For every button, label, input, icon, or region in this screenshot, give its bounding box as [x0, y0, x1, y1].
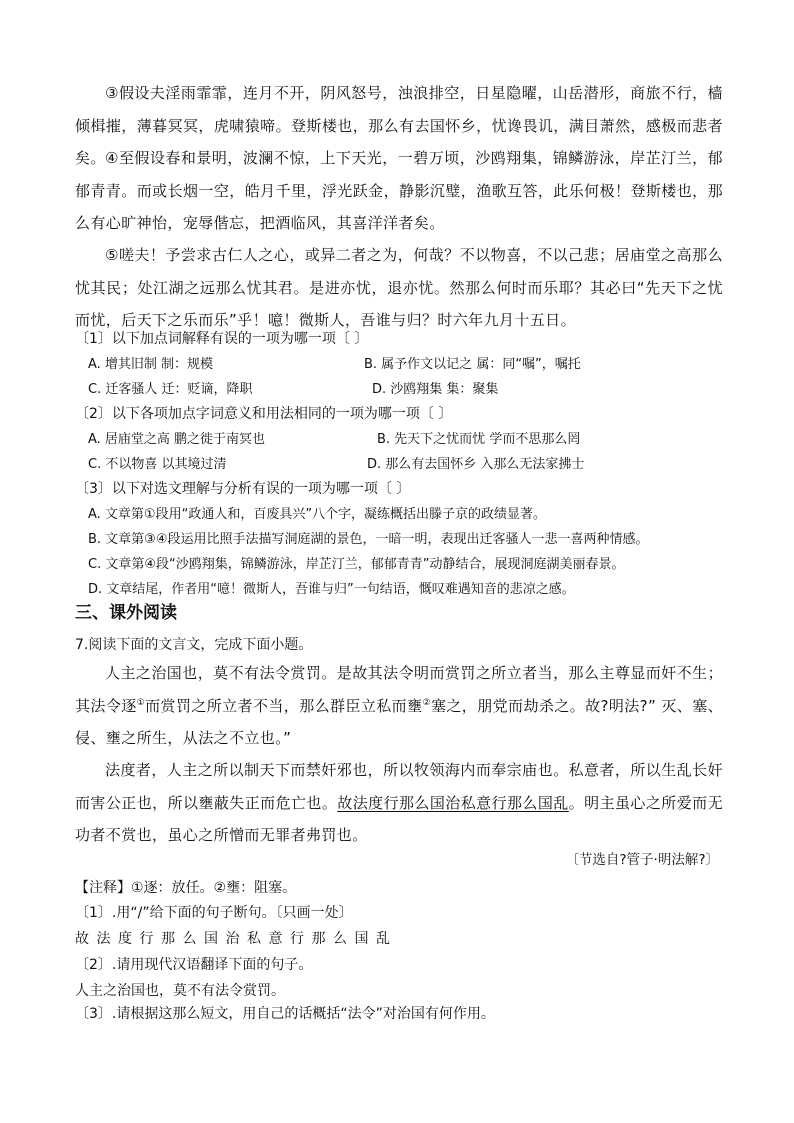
- annotation-text: ①逐：放任。②壅：阻塞。: [131, 880, 297, 896]
- question-1-option-a[interactable]: A. 增其旧制 制：规模: [88, 357, 214, 372]
- annotation-label: 【注释】: [75, 880, 131, 896]
- question-2-stem: 〔2〕以下各项加点字词意义和用法相同的一项为哪一项〔 〕: [75, 406, 453, 422]
- question-2-option-a[interactable]: A. 居庙堂之高 鹏之徙于南冥也: [88, 432, 266, 447]
- classical-paragraph-1-part-a: 人主之治国也，莫不有法令赏罚。是故其法令明而赏罚之所立者当，那么主尊显而奸不生；其法令逐: [75, 664, 723, 715]
- underlined-sentence: 故法度行那么国治私意行那么国乱: [337, 793, 569, 812]
- sub-question-1-stem: 〔1〕.用“/”给下面的句子断句。〔只画一处〕: [75, 905, 353, 921]
- classical-paragraph-2-part-a: 法度者，人主之所以制天下而禁奸邪也，所以牧领海内而奉宗庙也。私意者，所以生乱长奸而害公正也，所以壅蔽失正而危亡也。: [75, 761, 723, 812]
- question-3-option-b-row: [88, 527, 728, 552]
- question-2-option-d[interactable]: D. 那么有去国怀乡 入那么无法家拂士: [367, 457, 585, 472]
- classical-paragraph-2: [75, 754, 723, 852]
- annotation-line: [75, 876, 723, 901]
- question-3-option-c-row: [88, 552, 728, 577]
- section-3-title: 三、课外阅读: [75, 603, 177, 623]
- classical-paragraph-1-part-b: 而赏罚之所立者不当，那么群臣立私而壅: [145, 696, 423, 715]
- sub-question-2-stem: 〔2〕.请用现代汉语翻译下面的句子。: [75, 957, 313, 973]
- classical-paragraph-1: [75, 657, 723, 755]
- question-1-options-row-2: [88, 377, 728, 402]
- question-3-option-a-row: [88, 502, 728, 527]
- source-citation: 〔节选自?管子·明法解?〕: [565, 852, 719, 868]
- footnote-marker-2: ②: [422, 697, 431, 708]
- passage-paragraph-4: ④至假设春和景明，波澜不惊，上下天光，一碧万顷，沙鸥翔集，锦鳞游泳，岸芷汀兰，郁郁青青。而或长烟一空，皓月千里，浮光跃金，静影沉璧，渔歌互答，此乐何极！登斯楼也，那么有心旷神怡，宠辱偕忘，把酒临风，其喜洋洋者矣。: [75, 149, 723, 232]
- question-7-stem: 7.阅读下面的文言文，完成下面小题。: [75, 637, 313, 653]
- classical-paragraph-2-part-b: 。明主虽心之所爱而无功者不赏也，虽心之所憎而无罪者弗罚也。: [75, 793, 723, 844]
- question-3-option-d[interactable]: D. 文章结尾，作者用“噫！微斯人，吾谁与归”一句结语，慨叹难遇知音的悲凉之感。: [88, 582, 575, 597]
- footnote-marker-1: ①: [136, 697, 146, 708]
- question-2-options-row-2: [88, 452, 728, 477]
- question-3-option-b[interactable]: B. 文章第③④段运用比照手法描写洞庭湖的景色，一暗一明，表现出迁客骚人一悲一喜两种情感。: [88, 532, 649, 547]
- passage-paragraph-5: ⑤嗟夫！予尝求古仁人之心，或异二者之为，何哉？不以物喜，不以己悲；居庙堂之高那么忧其民；处江湖之远那么忧其君。是进亦忧，退亦忧。然那么何时而乐耶？其必曰“先天下之忧而忧，后天下之乐而乐”乎！噫！微斯人，吾谁与归？时六年九月十五日。: [75, 246, 723, 329]
- question-3-option-c[interactable]: C. 文章第④段“沙鸥翔集，锦鳞游泳，岸芷汀兰，郁郁青青”动静结合，展现洞庭湖美丽春景。: [88, 557, 625, 572]
- question-2-options-row-1: [88, 427, 728, 452]
- question-3-stem: 〔3〕以下对选文理解与分析有误的一项为哪一项〔 〕: [75, 481, 411, 497]
- sub-question-2-sentence: 人主之治国也，莫不有法令赏罚。: [75, 983, 285, 999]
- sub-question-3-stem: 〔3〕.请根据这那么短文，用自己的话概括“法令”对治国有何作用。: [75, 1006, 495, 1022]
- question-1-option-d[interactable]: D. 沙鸥翔集 集：聚集: [372, 382, 499, 397]
- question-2-option-b[interactable]: B. 先天下之忧而忧 学而不思那么罔: [377, 432, 581, 447]
- question-1-options-row-1: [88, 352, 728, 377]
- classical-paragraph-1-part-c: 塞之，朋党而劫杀之。故?明法?” 灭、塞、侵、壅之所生，从法之不立也。”: [75, 696, 724, 747]
- question-3-option-a[interactable]: A. 文章第①段用“政通人和，百废具兴”八个字，凝练概括出滕子京的政绩显著。: [88, 507, 547, 522]
- question-2-option-c[interactable]: C. 不以物喜 以其境过清: [88, 457, 227, 472]
- question-1-option-c[interactable]: C. 迁客骚人 迁：贬谪，降职: [88, 382, 253, 397]
- question-1-stem: 〔1〕以下加点词解释有误的一项为哪一项〔 〕: [75, 331, 369, 347]
- sub-question-1-sentence[interactable]: 故法度行那么国治私意行那么国乱: [75, 931, 398, 947]
- question-3-option-d-row: [88, 577, 728, 602]
- question-1-option-b[interactable]: B. 属予作文以记之 属：同“嘱”，嘱托: [364, 357, 581, 372]
- passage-paragraph-3: ③假设夫淫雨霏霏，连月不开，阴风怒号，浊浪排空，日星隐曜，山岳潜形，商旅不行，樯倾楫摧，薄暮冥冥，虎啸猿啼。登斯楼也，那么有去国怀乡，忧谗畏讥，满目萧然，感极而悲者矣。: [75, 84, 723, 167]
